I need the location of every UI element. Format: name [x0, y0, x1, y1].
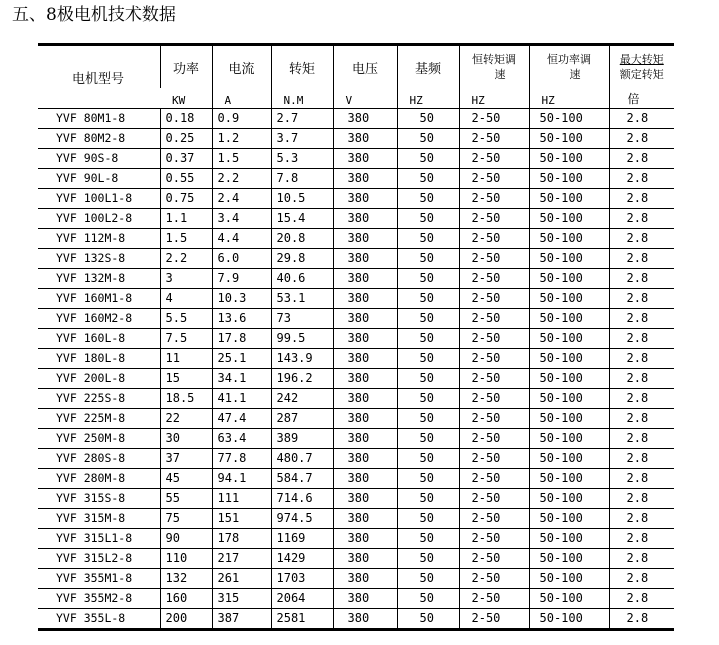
- cell-constant-torque-range: 2-50: [459, 249, 529, 269]
- cell-constant-power-range: 50-100: [529, 529, 609, 549]
- cell-constant-torque-range: 2-50: [459, 169, 529, 189]
- table-row: [38, 109, 674, 129]
- cell-base-frequency: 50: [397, 469, 459, 489]
- cell-current: 151: [212, 509, 271, 529]
- cell-torque-ratio: 2.8: [609, 269, 674, 289]
- cell-voltage: 380: [333, 569, 397, 589]
- cell-current: 13.6: [212, 309, 271, 329]
- cell-torque: 5.3: [271, 149, 333, 169]
- header-model: 电机型号: [38, 45, 160, 109]
- cell-power: 37: [160, 449, 212, 469]
- cell-model: YVF 160M1-8: [38, 289, 160, 309]
- table-row: [38, 289, 674, 309]
- cell-model: YVF 132S-8: [38, 249, 160, 269]
- cell-current: 3.4: [212, 209, 271, 229]
- cell-current: 17.8: [212, 329, 271, 349]
- cell-power: 75: [160, 509, 212, 529]
- cell-power: 0.37: [160, 149, 212, 169]
- cell-constant-power-range: 50-100: [529, 149, 609, 169]
- table-row: [38, 249, 674, 269]
- cell-current: 261: [212, 569, 271, 589]
- table-row: [38, 469, 674, 489]
- cell-constant-torque-range: 2-50: [459, 409, 529, 429]
- header-row: [38, 45, 674, 89]
- unit-torque: N.M: [271, 88, 333, 109]
- cell-torque-ratio: 2.8: [609, 289, 674, 309]
- cell-constant-power-range: 50-100: [529, 349, 609, 369]
- cell-torque-ratio: 2.8: [609, 349, 674, 369]
- table-row: [38, 229, 674, 249]
- cell-torque: 584.7: [271, 469, 333, 489]
- cell-constant-power-range: 50-100: [529, 169, 609, 189]
- cell-torque-ratio: 2.8: [609, 329, 674, 349]
- cell-model: YVF 80M2-8: [38, 129, 160, 149]
- cell-power: 11: [160, 349, 212, 369]
- cell-constant-torque-range: 2-50: [459, 449, 529, 469]
- table-row: [38, 309, 674, 329]
- motor-spec-table: [38, 43, 674, 631]
- cell-constant-power-range: 50-100: [529, 449, 609, 469]
- cell-constant-torque-range: 2-50: [459, 289, 529, 309]
- header-torque: 转矩: [271, 45, 333, 89]
- cell-power: 0.75: [160, 189, 212, 209]
- cell-constant-torque-range: 2-50: [459, 129, 529, 149]
- cell-base-frequency: 50: [397, 529, 459, 549]
- cell-model: YVF 280S-8: [38, 449, 160, 469]
- cell-voltage: 380: [333, 609, 397, 630]
- cell-model: YVF 180L-8: [38, 349, 160, 369]
- cell-constant-torque-range: 2-50: [459, 369, 529, 389]
- cell-constant-torque-range: 2-50: [459, 349, 529, 369]
- table-row: [38, 609, 674, 630]
- cell-constant-power-range: 50-100: [529, 289, 609, 309]
- cell-power: 160: [160, 589, 212, 609]
- cell-voltage: 380: [333, 229, 397, 249]
- cell-constant-power-range: 50-100: [529, 389, 609, 409]
- cell-torque: 1169: [271, 529, 333, 549]
- cell-constant-power-range: 50-100: [529, 489, 609, 509]
- cell-torque-ratio: 2.8: [609, 409, 674, 429]
- cell-power: 18.5: [160, 389, 212, 409]
- cell-constant-torque-range: 2-50: [459, 209, 529, 229]
- cell-model: YVF 225S-8: [38, 389, 160, 409]
- cell-constant-torque-range: 2-50: [459, 149, 529, 169]
- header-constant-torque-line2: 速: [494, 68, 506, 81]
- header-torque-ratio-line1: 最大转矩: [619, 53, 664, 66]
- table-row: [38, 329, 674, 349]
- cell-constant-torque-range: 2-50: [459, 309, 529, 329]
- cell-model: YVF 315L1-8: [38, 529, 160, 549]
- cell-torque-ratio: 2.8: [609, 429, 674, 449]
- cell-current: 34.1: [212, 369, 271, 389]
- unit-ratio: 倍: [609, 88, 674, 109]
- cell-power: 15: [160, 369, 212, 389]
- header-current: 电流: [212, 45, 271, 89]
- cell-constant-power-range: 50-100: [529, 209, 609, 229]
- table-row: [38, 489, 674, 509]
- cell-base-frequency: 50: [397, 209, 459, 229]
- cell-torque-ratio: 2.8: [609, 509, 674, 529]
- cell-torque: 2581: [271, 609, 333, 630]
- cell-model: YVF 355L-8: [38, 609, 160, 630]
- cell-torque: 1703: [271, 569, 333, 589]
- cell-torque: 714.6: [271, 489, 333, 509]
- cell-constant-torque-range: 2-50: [459, 429, 529, 449]
- cell-constant-power-range: 50-100: [529, 469, 609, 489]
- cell-power: 4: [160, 289, 212, 309]
- cell-voltage: 380: [333, 169, 397, 189]
- cell-constant-torque-range: 2-50: [459, 549, 529, 569]
- cell-base-frequency: 50: [397, 429, 459, 449]
- cell-model: YVF 355M1-8: [38, 569, 160, 589]
- cell-torque: 73: [271, 309, 333, 329]
- cell-voltage: 380: [333, 189, 397, 209]
- cell-constant-torque-range: 2-50: [459, 509, 529, 529]
- cell-torque-ratio: 2.8: [609, 129, 674, 149]
- cell-base-frequency: 50: [397, 489, 459, 509]
- cell-torque: 29.8: [271, 249, 333, 269]
- cell-model: YVF 80M1-8: [38, 109, 160, 129]
- cell-base-frequency: 50: [397, 589, 459, 609]
- cell-torque: 242: [271, 389, 333, 409]
- cell-model: YVF 90S-8: [38, 149, 160, 169]
- cell-torque: 2.7: [271, 109, 333, 129]
- cell-torque-ratio: 2.8: [609, 449, 674, 469]
- cell-model: YVF 160L-8: [38, 329, 160, 349]
- cell-torque: 974.5: [271, 509, 333, 529]
- cell-voltage: 380: [333, 469, 397, 489]
- cell-constant-torque-range: 2-50: [459, 269, 529, 289]
- header-constant-power-line1: 恒功率调: [547, 53, 591, 66]
- cell-constant-power-range: 50-100: [529, 229, 609, 249]
- table-row: [38, 409, 674, 429]
- cell-torque-ratio: 2.8: [609, 529, 674, 549]
- cell-base-frequency: 50: [397, 609, 459, 630]
- cell-power: 55: [160, 489, 212, 509]
- cell-torque: 40.6: [271, 269, 333, 289]
- cell-base-frequency: 50: [397, 289, 459, 309]
- cell-power: 0.25: [160, 129, 212, 149]
- table-row: [38, 209, 674, 229]
- table-row: [38, 509, 674, 529]
- cell-constant-power-range: 50-100: [529, 429, 609, 449]
- cell-torque-ratio: 2.8: [609, 609, 674, 630]
- cell-constant-power-range: 50-100: [529, 549, 609, 569]
- cell-base-frequency: 50: [397, 189, 459, 209]
- cell-constant-torque-range: 2-50: [459, 389, 529, 409]
- unit-voltage: V: [333, 88, 397, 109]
- table-body: [38, 109, 674, 630]
- cell-base-frequency: 50: [397, 169, 459, 189]
- cell-voltage: 380: [333, 309, 397, 329]
- cell-model: YVF 225M-8: [38, 409, 160, 429]
- cell-torque: 389: [271, 429, 333, 449]
- cell-power: 0.18: [160, 109, 212, 129]
- cell-current: 315: [212, 589, 271, 609]
- cell-constant-power-range: 50-100: [529, 589, 609, 609]
- cell-constant-torque-range: 2-50: [459, 469, 529, 489]
- cell-current: 1.5: [212, 149, 271, 169]
- cell-voltage: 380: [333, 149, 397, 169]
- cell-current: 2.2: [212, 169, 271, 189]
- cell-model: YVF 100L1-8: [38, 189, 160, 209]
- header-constant-power-line2: 速: [569, 68, 581, 81]
- cell-voltage: 380: [333, 349, 397, 369]
- cell-base-frequency: 50: [397, 229, 459, 249]
- cell-power: 2.2: [160, 249, 212, 269]
- cell-base-frequency: 50: [397, 309, 459, 329]
- cell-voltage: 380: [333, 209, 397, 229]
- cell-constant-power-range: 50-100: [529, 249, 609, 269]
- cell-constant-torque-range: 2-50: [459, 569, 529, 589]
- cell-torque: 20.8: [271, 229, 333, 249]
- cell-current: 4.4: [212, 229, 271, 249]
- cell-model: YVF 90L-8: [38, 169, 160, 189]
- cell-model: YVF 315M-8: [38, 509, 160, 529]
- header-power: 功率: [160, 45, 212, 89]
- cell-base-frequency: 50: [397, 369, 459, 389]
- cell-torque-ratio: 2.8: [609, 209, 674, 229]
- cell-model: YVF 280M-8: [38, 469, 160, 489]
- cell-torque-ratio: 2.8: [609, 169, 674, 189]
- cell-base-frequency: 50: [397, 569, 459, 589]
- cell-torque-ratio: 2.8: [609, 389, 674, 409]
- cell-voltage: 380: [333, 509, 397, 529]
- cell-power: 110: [160, 549, 212, 569]
- cell-torque: 53.1: [271, 289, 333, 309]
- cell-voltage: 380: [333, 329, 397, 349]
- cell-current: 47.4: [212, 409, 271, 429]
- cell-base-frequency: 50: [397, 129, 459, 149]
- cell-voltage: 380: [333, 289, 397, 309]
- cell-voltage: 380: [333, 369, 397, 389]
- cell-torque-ratio: 2.8: [609, 189, 674, 209]
- header-voltage: 电压: [333, 45, 397, 89]
- cell-current: 1.2: [212, 129, 271, 149]
- cell-constant-power-range: 50-100: [529, 409, 609, 429]
- table-row: [38, 449, 674, 469]
- cell-voltage: 380: [333, 429, 397, 449]
- cell-constant-power-range: 50-100: [529, 609, 609, 630]
- cell-voltage: 380: [333, 249, 397, 269]
- header-constant-power-range: [529, 45, 609, 89]
- cell-constant-power-range: 50-100: [529, 509, 609, 529]
- cell-model: YVF 315S-8: [38, 489, 160, 509]
- cell-current: 25.1: [212, 349, 271, 369]
- cell-current: 2.4: [212, 189, 271, 209]
- cell-model: YVF 100L2-8: [38, 209, 160, 229]
- cell-base-frequency: 50: [397, 349, 459, 369]
- cell-base-frequency: 50: [397, 269, 459, 289]
- cell-voltage: 380: [333, 409, 397, 429]
- table-row: [38, 549, 674, 569]
- cell-current: 41.1: [212, 389, 271, 409]
- cell-constant-torque-range: 2-50: [459, 589, 529, 609]
- cell-voltage: 380: [333, 549, 397, 569]
- cell-base-frequency: 50: [397, 249, 459, 269]
- cell-constant-power-range: 50-100: [529, 129, 609, 149]
- table-row: [38, 389, 674, 409]
- cell-constant-power-range: 50-100: [529, 309, 609, 329]
- table-row: [38, 369, 674, 389]
- cell-power: 30: [160, 429, 212, 449]
- cell-torque-ratio: 2.8: [609, 109, 674, 129]
- cell-torque-ratio: 2.8: [609, 469, 674, 489]
- unit-frequency: HZ: [397, 88, 459, 109]
- header-torque-ratio-line2: 额定转矩: [619, 68, 664, 81]
- cell-torque: 196.2: [271, 369, 333, 389]
- cell-model: YVF 250M-8: [38, 429, 160, 449]
- page-heading: 五、8极电机技术数据: [12, 5, 176, 25]
- cell-current: 63.4: [212, 429, 271, 449]
- table-row: [38, 129, 674, 149]
- cell-torque-ratio: 2.8: [609, 229, 674, 249]
- cell-torque: 287: [271, 409, 333, 429]
- cell-power: 200: [160, 609, 212, 630]
- cell-base-frequency: 50: [397, 389, 459, 409]
- cell-power: 5.5: [160, 309, 212, 329]
- cell-torque-ratio: 2.8: [609, 569, 674, 589]
- cell-current: 77.8: [212, 449, 271, 469]
- cell-current: 6.0: [212, 249, 271, 269]
- cell-base-frequency: 50: [397, 449, 459, 469]
- cell-torque: 2064: [271, 589, 333, 609]
- table-row: [38, 589, 674, 609]
- table-row: [38, 169, 674, 189]
- cell-model: YVF 200L-8: [38, 369, 160, 389]
- cell-constant-power-range: 50-100: [529, 329, 609, 349]
- cell-constant-power-range: 50-100: [529, 369, 609, 389]
- cell-model: YVF 315L2-8: [38, 549, 160, 569]
- cell-base-frequency: 50: [397, 329, 459, 349]
- cell-base-frequency: 50: [397, 149, 459, 169]
- cell-constant-torque-range: 2-50: [459, 609, 529, 630]
- cell-power: 45: [160, 469, 212, 489]
- cell-torque: 15.4: [271, 209, 333, 229]
- cell-torque-ratio: 2.8: [609, 489, 674, 509]
- cell-voltage: 380: [333, 529, 397, 549]
- cell-voltage: 380: [333, 589, 397, 609]
- cell-current: 7.9: [212, 269, 271, 289]
- cell-model: YVF 355M2-8: [38, 589, 160, 609]
- header-base-frequency: 基频: [397, 45, 459, 89]
- cell-voltage: 380: [333, 449, 397, 469]
- cell-constant-power-range: 50-100: [529, 109, 609, 129]
- cell-constant-torque-range: 2-50: [459, 109, 529, 129]
- cell-torque: 1429: [271, 549, 333, 569]
- unit-power: KW: [172, 94, 186, 107]
- cell-base-frequency: 50: [397, 509, 459, 529]
- cell-current: 10.3: [212, 289, 271, 309]
- cell-constant-power-range: 50-100: [529, 269, 609, 289]
- cell-model: YVF 112M-8: [38, 229, 160, 249]
- cell-torque-ratio: 2.8: [609, 249, 674, 269]
- cell-torque-ratio: 2.8: [609, 549, 674, 569]
- unit-constant-torque: HZ: [459, 88, 529, 109]
- cell-current: 0.9: [212, 109, 271, 129]
- cell-power: 3: [160, 269, 212, 289]
- cell-model: YVF 132M-8: [38, 269, 160, 289]
- cell-constant-torque-range: 2-50: [459, 329, 529, 349]
- cell-constant-torque-range: 2-50: [459, 229, 529, 249]
- table-row: [38, 349, 674, 369]
- cell-power: 1.5: [160, 229, 212, 249]
- cell-torque-ratio: 2.8: [609, 589, 674, 609]
- cell-torque: 3.7: [271, 129, 333, 149]
- header-constant-torque-range: [459, 45, 529, 89]
- cell-current: 94.1: [212, 469, 271, 489]
- cell-voltage: 380: [333, 389, 397, 409]
- cell-constant-torque-range: 2-50: [459, 189, 529, 209]
- cell-power: 22: [160, 409, 212, 429]
- cell-torque-ratio: 2.8: [609, 309, 674, 329]
- cell-power: 1.1: [160, 209, 212, 229]
- table-row: [38, 189, 674, 209]
- header-constant-torque-line1: 恒转矩调: [472, 53, 516, 66]
- unit-current: A: [212, 88, 271, 109]
- cell-power: 132: [160, 569, 212, 589]
- cell-constant-torque-range: 2-50: [459, 489, 529, 509]
- cell-base-frequency: 50: [397, 109, 459, 129]
- header-torque-ratio: [609, 45, 674, 89]
- cell-power: 0.55: [160, 169, 212, 189]
- cell-power: 90: [160, 529, 212, 549]
- cell-base-frequency: 50: [397, 549, 459, 569]
- cell-voltage: 380: [333, 269, 397, 289]
- table-row: [38, 569, 674, 589]
- cell-constant-power-range: 50-100: [529, 569, 609, 589]
- cell-current: 178: [212, 529, 271, 549]
- cell-constant-power-range: 50-100: [529, 189, 609, 209]
- cell-voltage: 380: [333, 129, 397, 149]
- unit-constant-power: HZ: [529, 88, 609, 109]
- cell-torque: 480.7: [271, 449, 333, 469]
- cell-torque-ratio: 2.8: [609, 369, 674, 389]
- cell-current: 387: [212, 609, 271, 630]
- cell-power: 7.5: [160, 329, 212, 349]
- cell-constant-torque-range: 2-50: [459, 529, 529, 549]
- cell-torque: 7.8: [271, 169, 333, 189]
- cell-torque: 10.5: [271, 189, 333, 209]
- table-row: [38, 429, 674, 449]
- cell-torque: 99.5: [271, 329, 333, 349]
- cell-torque-ratio: 2.8: [609, 149, 674, 169]
- cell-current: 111: [212, 489, 271, 509]
- cell-current: 217: [212, 549, 271, 569]
- table-row: [38, 269, 674, 289]
- cell-torque: 143.9: [271, 349, 333, 369]
- cell-voltage: 380: [333, 489, 397, 509]
- table-row: [38, 529, 674, 549]
- table-row: [38, 149, 674, 169]
- cell-voltage: 380: [333, 109, 397, 129]
- cell-model: YVF 160M2-8: [38, 309, 160, 329]
- cell-base-frequency: 50: [397, 409, 459, 429]
